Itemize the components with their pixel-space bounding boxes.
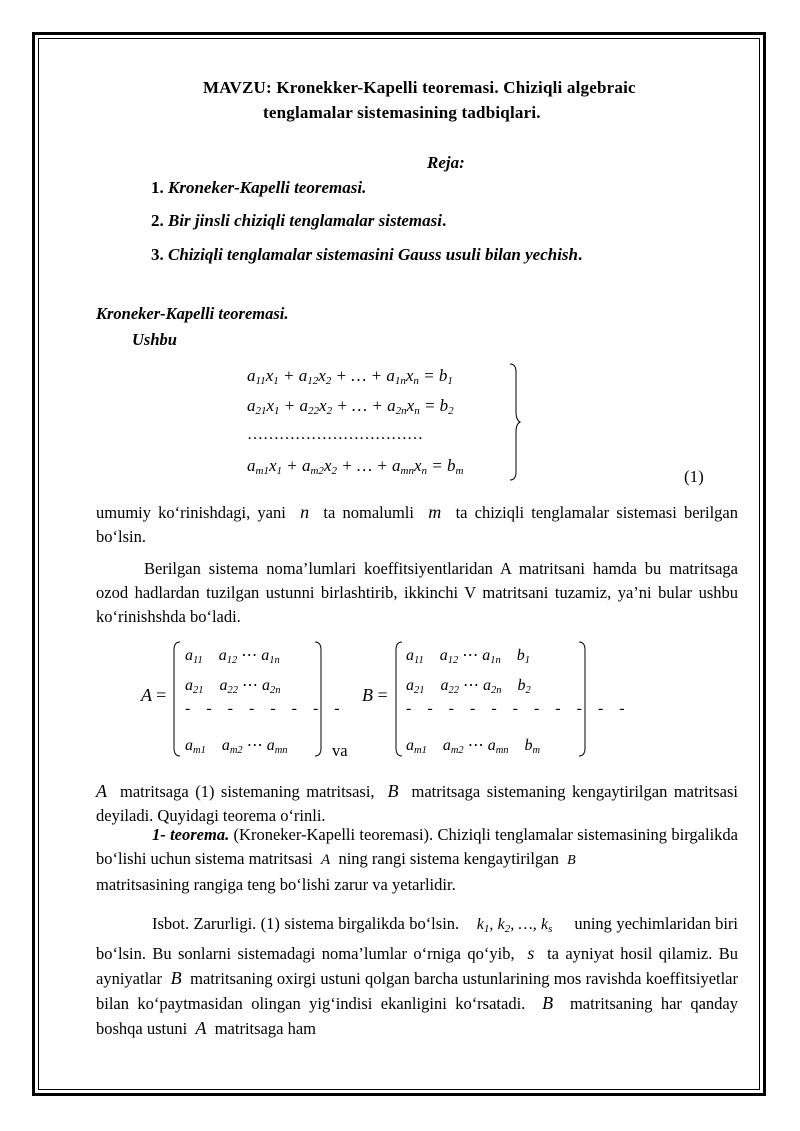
symbol-s: s bbox=[527, 943, 535, 963]
solution-k: $k_1$, $k_2$, …, $k_s$ bbox=[476, 916, 553, 935]
section-intro: Ushbu bbox=[132, 330, 177, 349]
paragraph-2: Berilgan sistema noma’lumlari koeffitsiyentlaridan A matritsani hamda bu matritsaga ozod hadlardan tuzilgan ustunni birlashtirib, ikkinchi V matritsani tuzamiz, ya’ni bular ushbu ko‘rinishshda bo‘ladi. bbox=[96, 559, 738, 626]
title-line-1: MAVZU: Kronekker-Kapelli teoremasi. Chiziqli algebraic bbox=[203, 78, 636, 97]
symbol-m: m bbox=[428, 502, 442, 522]
matrix-b-label: B = bbox=[362, 685, 388, 705]
theorem-label: 1- teorema. bbox=[152, 825, 230, 844]
matrix-a-left-paren bbox=[172, 640, 182, 758]
system-equation-1: $a_{11}x_1 + a_{12}x_2$ + … + $a_{1n}x_n = b_1$ bbox=[247, 366, 453, 387]
matrix-a-row-m: $a_{m1}$ $a_{m2}$ ⋯ $a_{mn}$ bbox=[185, 737, 288, 756]
symbol-n: n bbox=[300, 502, 310, 522]
plan-item-3: 3. Chiziqli tenglamalar sistemasini Gauss usuli bilan yechish. bbox=[151, 245, 583, 264]
system-dots: …………………………… bbox=[247, 426, 423, 443]
matrix-b-row-2: $a_{21}$ $a_{22}$ ⋯ $a_{2n}$ $b_2$ bbox=[406, 677, 531, 696]
plan-heading: Reja: bbox=[427, 153, 465, 172]
theorem-1: 1- teorema. (Kroneker-Kapelli teoremasi). Chiziqli tenglamalar sistemasining birgalikda bo‘lishi uchun sistema matritsasi A ning rangi sistema kengaytirilgan B matritsasining rangiga teng bo‘lishi zarur va yetarlidir. bbox=[96, 825, 738, 894]
matrix-b-dashes: - - - - - - - - - - - bbox=[406, 700, 631, 717]
paragraph-1: umumiy ko‘rinishdagi, yani n ta nomalumli m ta chiziqli tenglamalar sistemasi berilgan bo‘lsin. bbox=[96, 502, 738, 546]
plan-item-1: 1. Kroneker-Kapelli teoremasi. bbox=[151, 178, 367, 197]
matrix-a-dashes: - - - - - - - - bbox=[185, 700, 346, 717]
plan-item-2: 2. Bir jinsli chiziqli tenglamalar sistemasi. bbox=[151, 211, 447, 230]
word-va: va bbox=[332, 741, 348, 760]
system-equation-m: $a_{m1}x_1 + a_{m2}x_2$ + … + $a_{mn}x_n = b_m$ bbox=[247, 456, 464, 477]
symbol-A: A bbox=[96, 781, 107, 801]
proof-paragraph: Isbot. Zarurligi. (1) sistema birgalikda bo‘lsin. $k_1$, $k_2$, …, $k_s$ uning yechimlaridan biri bo‘lsin. Bu sonlarni sistemadagi noma’lumlar o‘rniga qo‘yib, s ta ayniyat hosil qilamiz. Bu ayniyatlar B matritsaning oxirgi ustuni qolgan barcha ustunlarining mos ravishda koeffitsiyetlar bilan ko‘paytmasidan olingan yig‘indisi ekanligini ko‘rsatadi. B matritsaning har qanday boshqa ustuni A matritsaga ham bbox=[96, 914, 739, 1038]
title-line-2: tenglamalar sistemasining tadbiqlari. bbox=[263, 103, 541, 122]
matrix-b-left-paren bbox=[394, 640, 404, 758]
system-right-brace bbox=[508, 362, 522, 482]
matrix-b-right-paren bbox=[577, 640, 587, 758]
matrix-a-label: A = bbox=[141, 685, 167, 705]
equation-number: (1) bbox=[684, 467, 704, 486]
section-heading: Kroneker-Kapelli teoremasi. bbox=[96, 304, 289, 323]
matrix-a-right-paren bbox=[313, 640, 323, 758]
symbol-B: B bbox=[387, 781, 399, 801]
matrix-a-row-2: $a_{21}$ $a_{22}$ ⋯ $a_{2n}$ bbox=[185, 677, 281, 696]
paragraph-3: A matritsaga (1) sistemaning matritsasi, B matritsaga sistemaning kengaytirilgan matritsasi deyiladi. Quyidagi teorema o‘rinli. bbox=[96, 781, 738, 825]
matrix-b-row-m: $a_{m1}$ $a_{m2}$ ⋯ $a_{mn}$ $b_m$ bbox=[406, 737, 541, 756]
system-equation-2: $a_{21}x_1 + a_{22}x_2$ + … + $a_{2n}x_n = b_2$ bbox=[247, 396, 454, 417]
matrix-b-row-1: $a_{11}$ $a_{12}$ ⋯ $a_{1n}$ $b_1$ bbox=[406, 647, 530, 666]
matrix-a-row-1: $a_{11}$ $a_{12}$ ⋯ $a_{1n}$ bbox=[185, 647, 280, 666]
